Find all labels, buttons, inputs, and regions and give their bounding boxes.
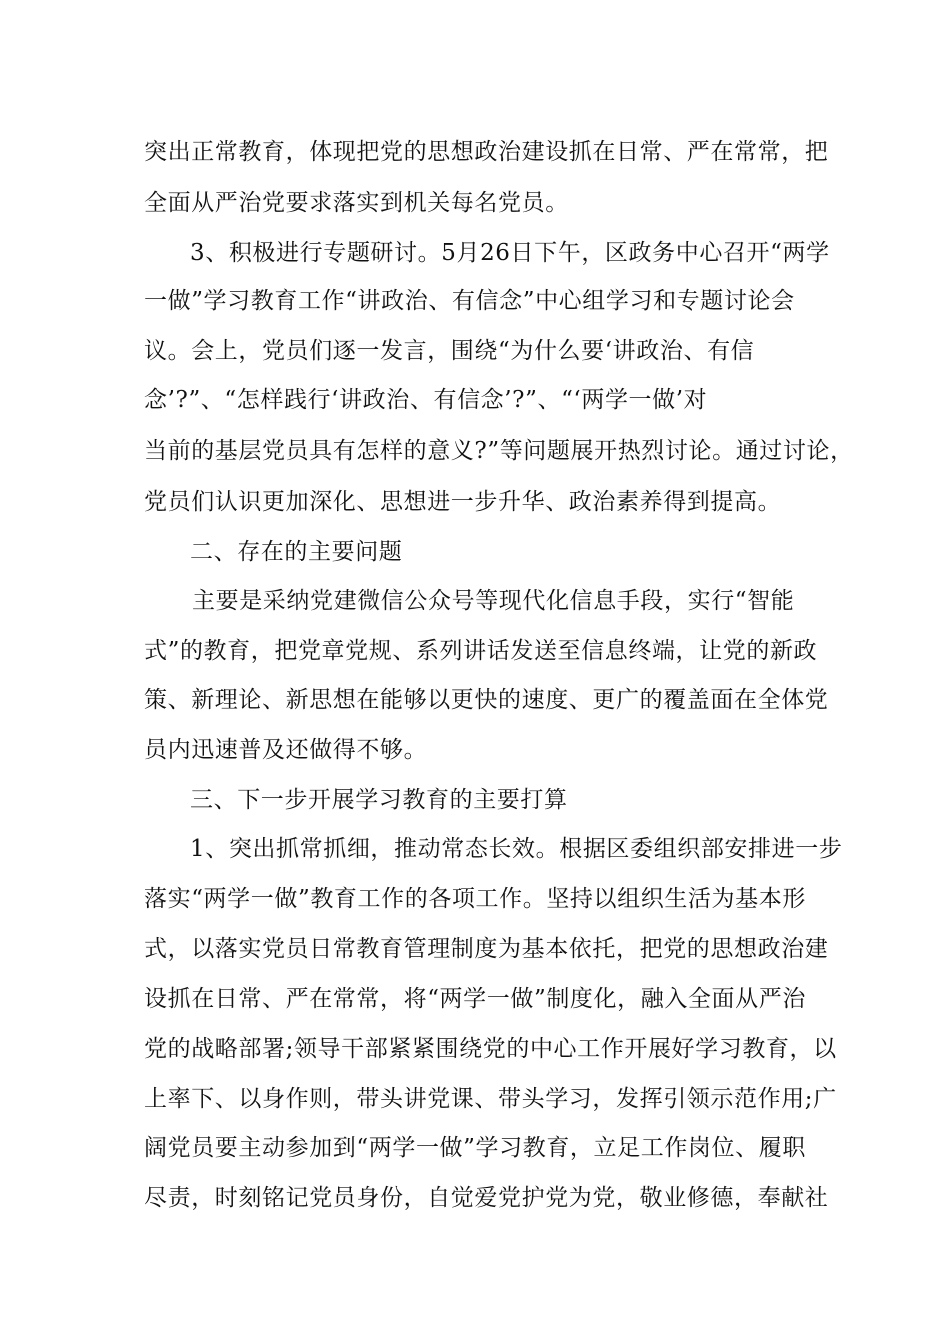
section-heading: 三、下一步开展学习教育的主要打算: [190, 787, 568, 813]
text-line: 式，以落实党员日常教育管理制度为基本依托，把党的思想政治建: [144, 936, 829, 962]
text-line: 突出正常教育，体现把党的思想政治建设抓在日常、严在常常，把: [144, 139, 829, 165]
text-line: 当前的基层党员具有怎样的意义?”等问题展开热烈讨论。通过讨论，: [144, 438, 854, 464]
text-line: 阔党员要主动参加到“两学一做”学习教育，立足工作岗位、履职: [144, 1135, 806, 1161]
text-line: 策、新理论、新思想在能够以更快的速度、更广的覆盖面在全体党: [144, 687, 829, 713]
text-line: 设抓在日常、严在常常，将“两学一做”制度化，融入全面从严治: [144, 986, 806, 1012]
text-line: 党员们认识更加深化、思想进一步升华、政治素养得到提高。: [144, 489, 782, 515]
text-line: 上率下、以身作则，带头讲党课、带头学习，发挥引领示范作用;广: [144, 1086, 837, 1112]
text-line: 式”的教育，把党章党规、系列讲话发送至信息终端，让党的新政: [144, 638, 818, 664]
text-line: 3、积极进行专题研讨。5月26日下午，区政务中心召开“两学: [190, 240, 830, 266]
text-line: 一做”学习教育工作“讲政治、有信念”中心组学习和专题讨论会: [144, 288, 795, 314]
text-line: 落实“两学一做”教育工作的各项工作。坚持以组织生活为基本形: [144, 886, 806, 912]
text-line: 主要是采纳党建微信公众号等现代化信息手段，实行“智能: [192, 588, 795, 614]
text-line: 1、突出抓常抓细，推动常态长效。根据区委组织部安排进一步: [190, 836, 843, 862]
text-line: 党的战略部署;领导干部紧紧围绕党的中心工作开展好学习教育，以: [144, 1036, 837, 1062]
section-heading: 二、存在的主要问题: [190, 539, 403, 565]
text-line: 员内迅速普及还做得不够。: [144, 737, 428, 763]
text-line: 尽责，时刻铭记党员身份，自觉爱党护党为党，敬业修德，奉献社: [144, 1185, 829, 1211]
text-line: 念’?”、“怎样践行‘讲政治、有信念’?”、“‘两学一做’对: [144, 387, 708, 413]
text-line: 议。会上，党员们逐一发言，围绕“为什么要‘讲政治、有信: [144, 338, 755, 364]
text-line: 全面从严治党要求落实到机关每名党员。: [144, 190, 569, 216]
